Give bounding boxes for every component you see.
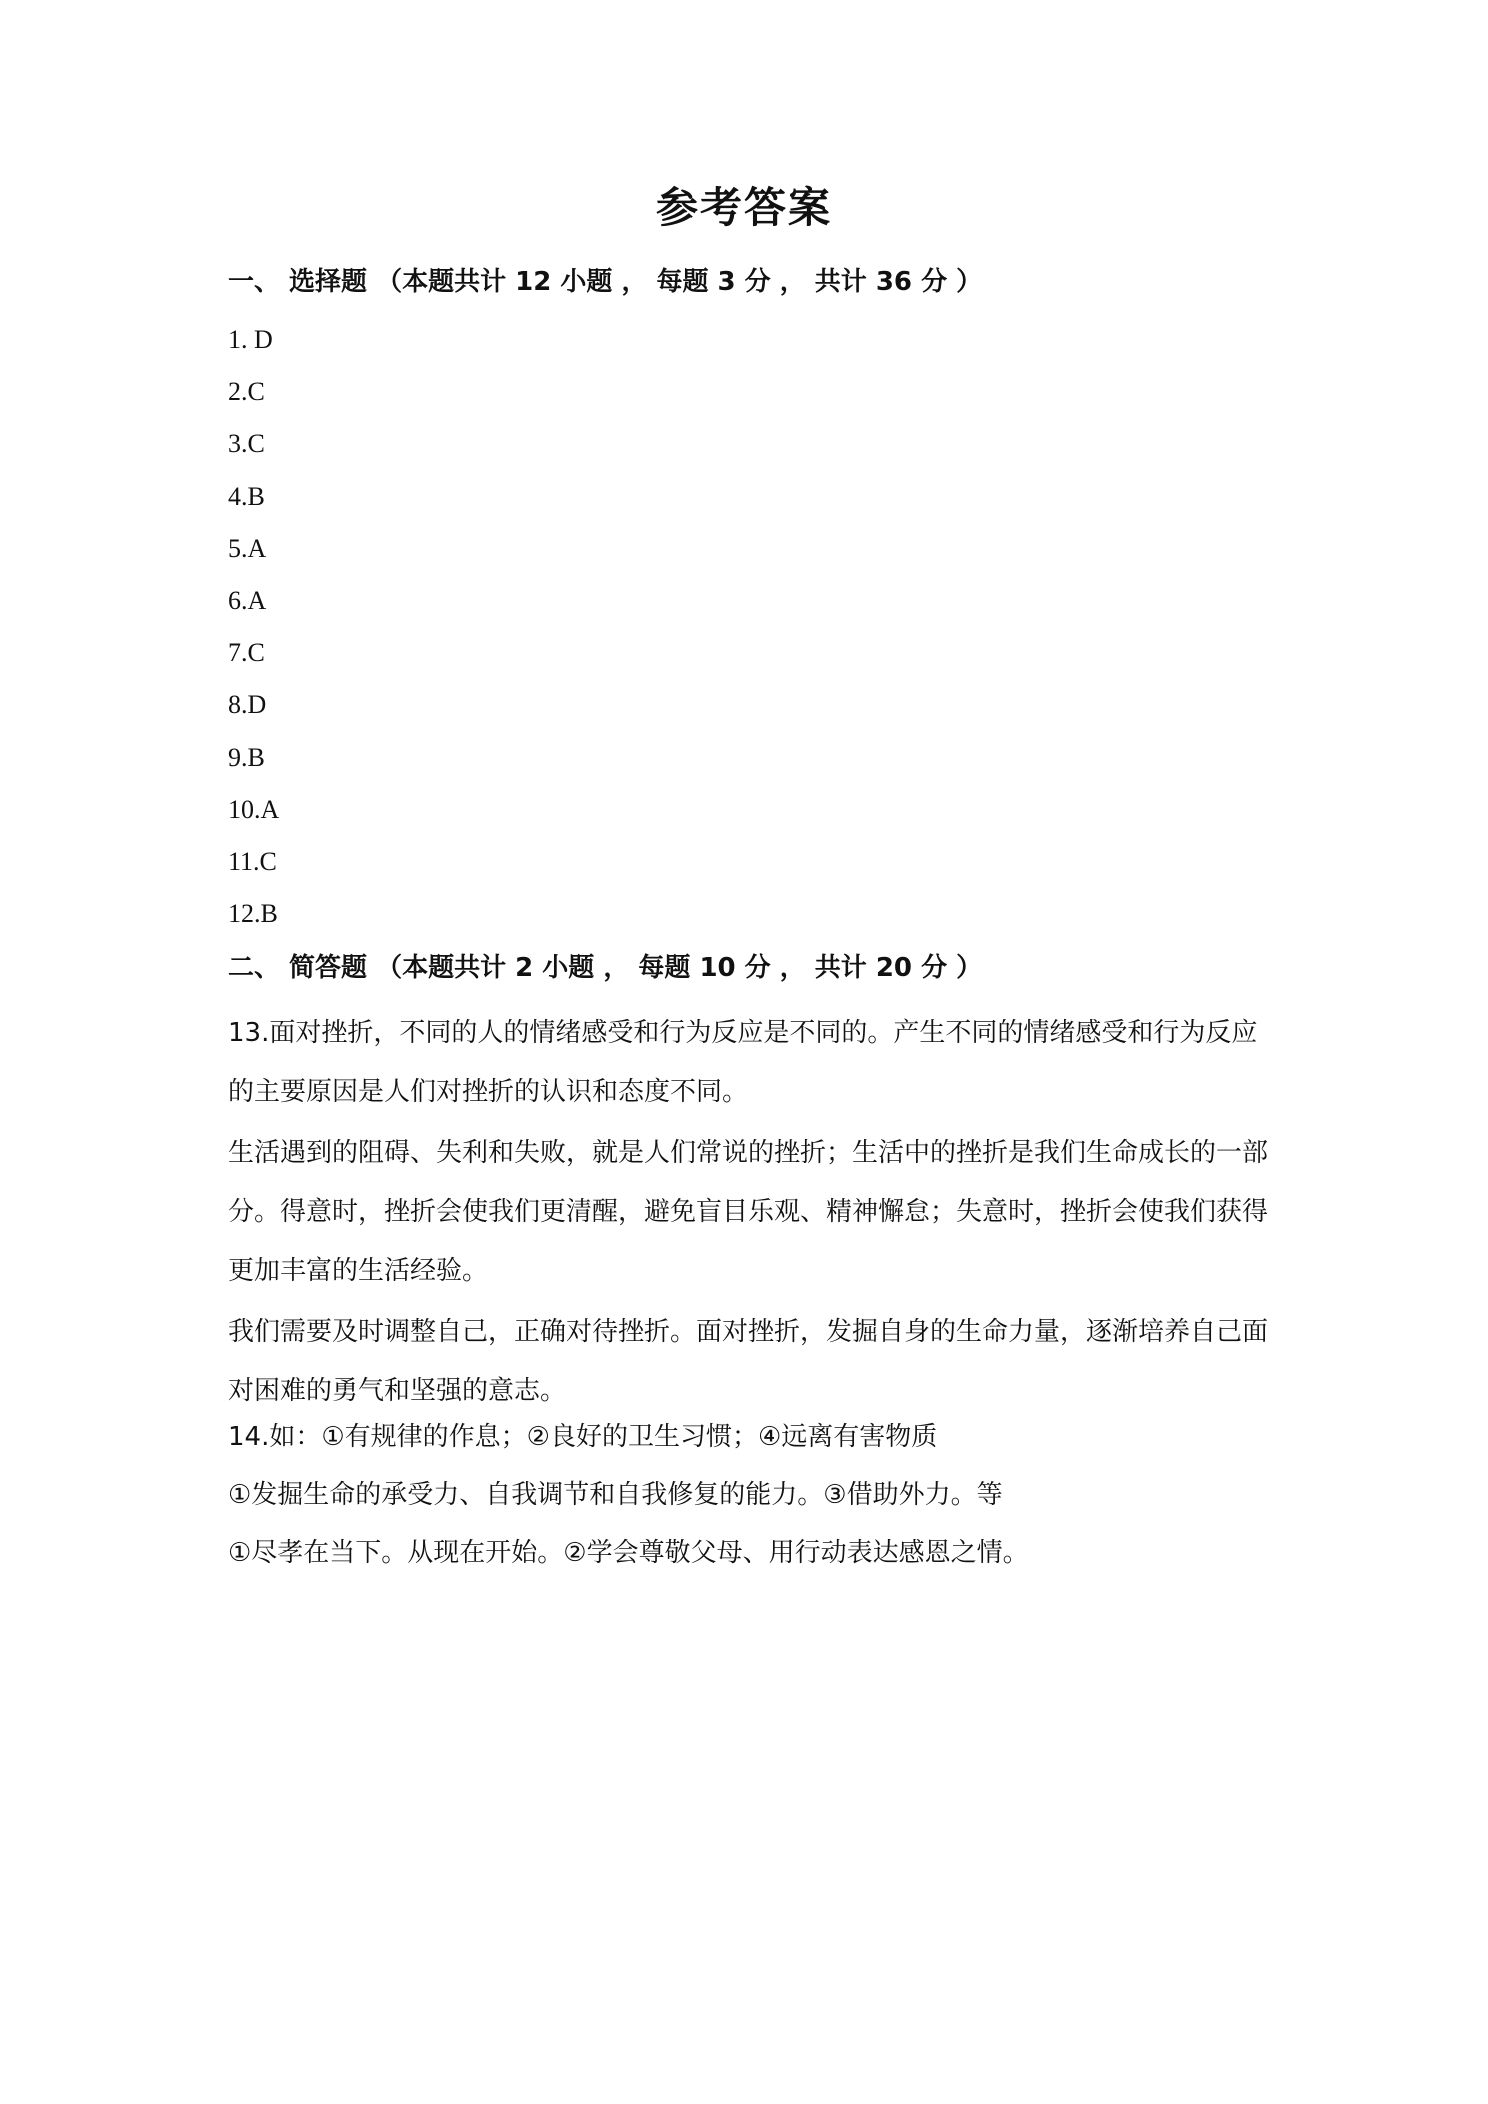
q14-line-2: ①发掘生命的承受力、自我调节和自我修复的能力。③借助外力。等 — [228, 1480, 1003, 1510]
answer-item: 2.C — [228, 377, 265, 407]
answer-item: 10.A — [228, 794, 280, 824]
answer-item: 9.B — [228, 742, 265, 772]
q14-line-3: ①尽孝在当下。从现在开始。②学会尊敬父母、用行动表达感恩之情。 — [228, 1538, 1029, 1568]
section-heading-short-answer: 二、 简答题 （本题共计 2 小题 ， 每题 10 分 ， 共计 20 分 ） — [228, 953, 983, 983]
answer-item: 1. D — [228, 325, 273, 354]
section-heading-multiple-choice: 一、 选择题 （本题共计 12 小题 ， 每题 3 分 ， 共计 36 分 ） — [228, 267, 983, 297]
question-14-answer — [228, 1408, 1268, 1582]
answer-item: 6.A — [228, 585, 267, 615]
answer-item: 5.A — [228, 533, 267, 563]
q13-paragraph-1: 13.面对挫折，不同的人的情绪感受和行为反应是不同的。产生不同的情绪感受和行为反应的主要原因是人们对挫折的认识和态度不同。 — [228, 1018, 1258, 1107]
q13-paragraph-3: 我们需要及时调整自己，正确对待挫折。面对挫折，发掘自身的生命力量，逐渐培养自己面对困难的勇气和坚强的意志。 — [228, 1317, 1269, 1406]
answer-item: 8.D — [228, 690, 267, 720]
answer-list — [228, 322, 279, 948]
answer-item: 4.B — [228, 481, 265, 511]
answer-item: 3.C — [228, 429, 265, 459]
answer-item: 12.B — [228, 899, 278, 929]
page-title: 参考答案 — [655, 183, 832, 232]
question-13-answer — [228, 1004, 1268, 1421]
q14-line-1: 14.如：①有规律的作息；②良好的卫生习惯；④远离有害物质 — [228, 1422, 938, 1452]
answer-item: 7.C — [228, 638, 265, 668]
q13-paragraph-2: 生活遇到的阻碍、失利和失败，就是人们常说的挫折；生活中的挫折是我们生命成长的一部分。得意时，挫折会使我们更清醒，避免盲目乐观、精神懈怠；失意时，挫折会使我们获得更加丰富的生活经验。 — [228, 1138, 1269, 1286]
answer-item: 11.C — [228, 846, 277, 876]
